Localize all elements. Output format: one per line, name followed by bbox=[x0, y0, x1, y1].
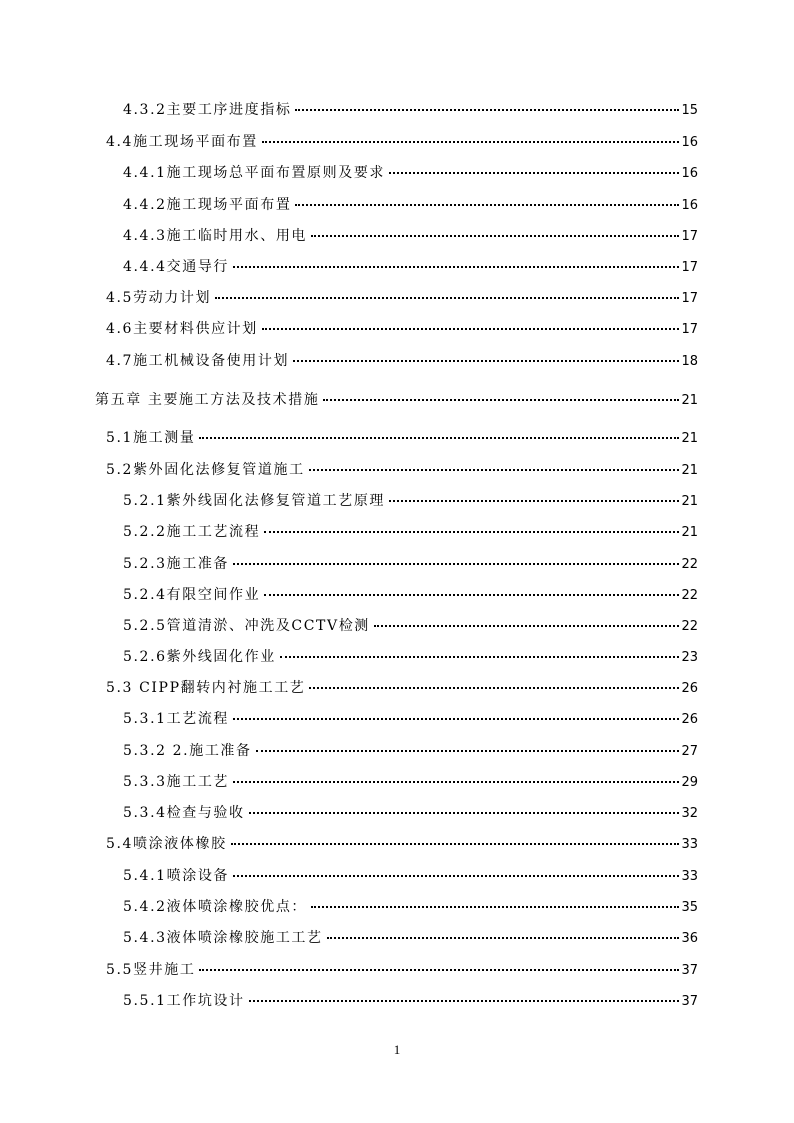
toc-entry-page: 33 bbox=[681, 869, 698, 884]
toc-entry-label: 4.4施工现场平面布置 bbox=[106, 134, 258, 150]
toc-entry-label: 5.3 CIPP翻转内衬施工工艺 bbox=[106, 680, 306, 696]
toc-entry-page: 17 bbox=[681, 291, 698, 306]
toc-entry-label: 5.3.3施工工艺 bbox=[123, 774, 230, 790]
toc-entry-page: 26 bbox=[681, 712, 698, 727]
dot-leader bbox=[295, 203, 679, 206]
toc-entry-label: 5.1施工测量 bbox=[106, 430, 196, 446]
toc-entry-page: 35 bbox=[681, 900, 698, 915]
toc-entry-page: 22 bbox=[681, 557, 698, 572]
dot-leader bbox=[215, 296, 679, 299]
toc-entry[interactable] bbox=[106, 678, 698, 699]
dot-leader bbox=[249, 811, 680, 814]
toc-entry-page: 32 bbox=[681, 806, 698, 821]
toc-entry[interactable] bbox=[123, 897, 698, 918]
toc-entry[interactable] bbox=[106, 960, 698, 981]
toc-entry-label: 5.2.5管道清淤、冲洗及CCTV检测 bbox=[123, 618, 370, 634]
dot-leader bbox=[249, 999, 680, 1002]
toc-entry[interactable] bbox=[106, 460, 698, 481]
toc-entry-page: 21 bbox=[681, 393, 698, 408]
toc-entry-label: 4.5劳动力计划 bbox=[106, 290, 212, 306]
dot-leader bbox=[280, 655, 680, 658]
toc-entry[interactable] bbox=[106, 132, 698, 153]
toc-entry[interactable] bbox=[106, 319, 698, 340]
toc-entry-page: 17 bbox=[681, 229, 698, 244]
toc-entry-page: 17 bbox=[681, 322, 698, 337]
toc-entry-page: 29 bbox=[681, 775, 698, 790]
toc-entry-label: 5.3.2 2.施工准备 bbox=[123, 743, 252, 759]
dot-leader bbox=[327, 936, 680, 939]
toc-entry-page: 21 bbox=[681, 494, 698, 509]
toc-entry-label: 5.2.4有限空间作业 bbox=[123, 587, 261, 603]
dot-leader bbox=[389, 499, 679, 502]
toc-entry-page: 16 bbox=[681, 166, 698, 181]
toc-entry[interactable] bbox=[123, 772, 698, 793]
toc-entry-page: 21 bbox=[681, 431, 698, 446]
toc-entry[interactable] bbox=[123, 741, 698, 762]
toc-entry-label: 5.5竖井施工 bbox=[106, 962, 196, 978]
toc-entry[interactable] bbox=[123, 554, 698, 575]
toc-entry[interactable] bbox=[123, 491, 698, 512]
toc-entry-page: 22 bbox=[681, 588, 698, 603]
page-number: 1 bbox=[393, 1042, 401, 1057]
toc-entry-label: 5.4喷涂液体橡胶 bbox=[106, 836, 227, 852]
toc-entry-page: 27 bbox=[681, 744, 698, 759]
dot-leader bbox=[264, 530, 679, 533]
toc-entry-page: 36 bbox=[681, 931, 698, 946]
toc-entry-page: 23 bbox=[681, 650, 698, 665]
toc-entry[interactable] bbox=[123, 991, 698, 1012]
toc-entry-page: 16 bbox=[681, 135, 698, 150]
dot-leader bbox=[233, 874, 679, 877]
toc-entry-label: 5.3.1工艺流程 bbox=[123, 711, 230, 727]
dot-leader bbox=[199, 968, 679, 971]
toc-entry-label: 4.3.2主要工序进度指标 bbox=[123, 102, 292, 118]
toc-entry-label: 5.2.6紫外线固化作业 bbox=[123, 649, 276, 665]
dot-leader bbox=[309, 468, 680, 471]
dot-leader bbox=[311, 234, 679, 237]
toc-entry-label: 4.6主要材料供应计划 bbox=[106, 321, 258, 337]
toc-entry-page: 21 bbox=[681, 463, 698, 478]
toc-entry-page: 26 bbox=[681, 681, 698, 696]
toc-entry-label: 4.4.1施工现场总平面布置原则及要求 bbox=[123, 165, 386, 181]
toc-entry-label: 4.4.2施工现场平面布置 bbox=[123, 197, 292, 213]
dot-leader bbox=[233, 780, 679, 783]
toc-entry-label: 5.2紫外固化法修复管道施工 bbox=[106, 462, 305, 478]
dot-leader bbox=[262, 327, 680, 330]
toc-entry[interactable] bbox=[123, 803, 698, 824]
dot-leader bbox=[233, 562, 679, 565]
toc-entry-label: 5.2.3施工准备 bbox=[123, 556, 230, 572]
toc-entry-label: 5.5.1工作坑设计 bbox=[123, 993, 245, 1009]
toc-entry[interactable] bbox=[123, 709, 698, 730]
toc-entry-page: 21 bbox=[681, 525, 698, 540]
dot-leader bbox=[264, 593, 679, 596]
toc-entry[interactable] bbox=[106, 351, 698, 372]
toc-entry[interactable] bbox=[123, 522, 698, 543]
toc-entry[interactable] bbox=[106, 834, 698, 855]
toc-entry[interactable] bbox=[123, 616, 698, 637]
toc-entry-label: 5.4.1喷涂设备 bbox=[123, 868, 230, 884]
dot-leader bbox=[323, 398, 679, 401]
toc-entry-label: 4.4.3施工临时用水、用电 bbox=[123, 228, 308, 244]
toc-entry-page: 18 bbox=[681, 354, 698, 369]
toc-entry-label: 5.3.4检查与验收 bbox=[123, 805, 245, 821]
toc-entry[interactable] bbox=[123, 647, 698, 668]
toc-chapter-entry[interactable] bbox=[95, 390, 698, 411]
dot-leader bbox=[311, 905, 679, 908]
toc-entry[interactable] bbox=[123, 257, 698, 278]
toc-entry-page: 22 bbox=[681, 619, 698, 634]
dot-leader bbox=[233, 265, 679, 268]
dot-leader bbox=[293, 359, 679, 362]
dot-leader bbox=[295, 108, 679, 111]
toc-entry[interactable] bbox=[106, 428, 698, 449]
toc-entry-page: 17 bbox=[681, 260, 698, 275]
toc-entry-label: 4.4.4交通导行 bbox=[123, 259, 230, 275]
dot-leader bbox=[309, 686, 679, 689]
toc-entry-page: 37 bbox=[681, 994, 698, 1009]
toc-entry[interactable] bbox=[123, 195, 698, 216]
dot-leader bbox=[256, 749, 680, 752]
dot-leader bbox=[231, 842, 680, 845]
toc-entry[interactable] bbox=[123, 866, 698, 887]
dot-leader bbox=[389, 171, 679, 174]
dot-leader bbox=[199, 436, 679, 439]
toc-entry[interactable] bbox=[123, 585, 698, 606]
toc-entry[interactable] bbox=[106, 288, 698, 309]
toc-entry-page: 15 bbox=[681, 103, 698, 118]
toc-entry-page: 16 bbox=[681, 198, 698, 213]
toc-entry[interactable] bbox=[123, 928, 698, 949]
toc-entry-label: 5.4.2液体喷涂橡胶优点： bbox=[123, 899, 308, 915]
toc-entry[interactable] bbox=[123, 100, 698, 121]
toc-entry-page: 33 bbox=[681, 837, 698, 852]
toc-entry[interactable] bbox=[123, 226, 698, 247]
toc-entry-label: 4.7施工机械设备使用计划 bbox=[106, 353, 290, 369]
toc-entry-label: 5.2.2施工工艺流程 bbox=[123, 524, 261, 540]
toc-entry[interactable] bbox=[123, 163, 698, 184]
toc-entry-page: 37 bbox=[681, 963, 698, 978]
toc-entry-label: 5.2.1紫外线固化法修复管道工艺原理 bbox=[123, 493, 386, 509]
dot-leader bbox=[233, 717, 679, 720]
toc-entry-label: 第五章 主要施工方法及技术措施 bbox=[95, 392, 320, 408]
dot-leader bbox=[374, 624, 680, 627]
toc-entry-label: 5.4.3液体喷涂橡胶施工工艺 bbox=[123, 930, 323, 946]
dot-leader bbox=[262, 140, 680, 143]
